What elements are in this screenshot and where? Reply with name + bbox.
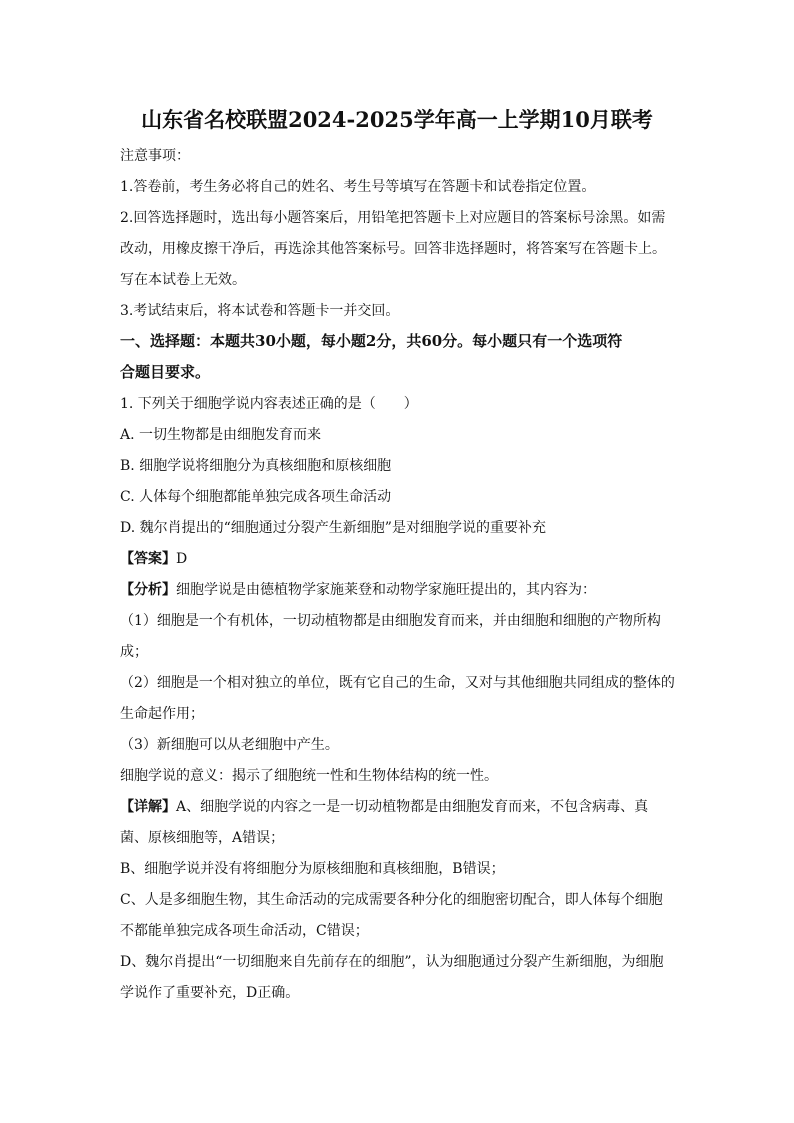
section-heading-line-2: 合题目要求。 [120, 363, 211, 381]
analysis-significance: 细胞学说的意义：揭示了细胞统一性和生物体结构的统一性。 [120, 768, 498, 784]
notice-heading: 注意事项： [120, 148, 190, 164]
detail-d-line-2: 学说作了重要补充，D正确。 [120, 985, 300, 1001]
analysis-point-2-line-2: 生命起作用； [120, 706, 204, 722]
detail-c-line-2: 不都能单独完成各项生命活动，C错误； [120, 923, 369, 939]
option-c: C. 人体每个细胞都能单独完成各项生命活动 [120, 489, 392, 505]
answer-label: 【答案】 [120, 551, 176, 567]
analysis-point-2-line-1: （2）细胞是一个相对独立的单位，既有它自己的生命，又对与其他细胞共同组成的整体的 [120, 675, 675, 691]
detail-label: 【详解】 [120, 799, 176, 815]
analysis-point-1-line-1: （1）细胞是一个有机体，一切动植物都是由细胞发育而来，并由细胞和细胞的产物所构 [120, 613, 661, 629]
notice-item-3: 3.考试结束后，将本试卷和答题卡一并交回。 [120, 303, 400, 319]
detail-a-line-2: 菌、原核细胞等，A错误； [120, 830, 285, 846]
notice-item-2-line-3: 写在本试卷上无效。 [120, 272, 246, 288]
detail-b: B、细胞学说并没有将细胞分为原核细胞和真核细胞，B错误； [120, 861, 505, 877]
analysis-intro: 细胞学说是由德植物学家施莱登和动物学家施旺提出的，其内容为： [176, 582, 596, 598]
detail-d-line-1: D、魏尔肖提出“一切细胞来自先前存在的细胞”，认为细胞通过分裂产生新细胞，为细胞 [120, 954, 664, 970]
section-heading-line-1: 一、选择题：本题共30小题，每小题2分，共60分。每小题只有一个选项符 [120, 332, 623, 350]
analysis-point-3: （3）新细胞可以从老细胞中产生。 [120, 737, 339, 753]
question-stem: 1. 下列关于细胞学说内容表述正确的是（ ） [120, 396, 418, 412]
detail-c-line-1: C、人是多细胞生物，其生命活动的完成需要各种分化的细胞密切配合，即人体每个细胞 [120, 892, 663, 908]
notice-item-1: 1.答卷前，考生务必将自己的姓名、考生号等填写在答题卡和试卷指定位置。 [120, 179, 596, 195]
answer-value: D [176, 551, 188, 567]
option-d: D. 魏尔肖提出的“细胞通过分裂产生新细胞”是对细胞学说的重要补充 [120, 520, 546, 536]
analysis-intro-line [120, 580, 596, 600]
answer-line [120, 549, 187, 569]
document-title: 山东省名校联盟2024-2025学年高一上学期10月联考 [141, 107, 653, 132]
detail-a-text: A、细胞学说的内容之一是一切动植物都是由细胞发育而来，不包含病毒、真 [176, 799, 649, 815]
detail-a-line-1 [120, 797, 648, 817]
notice-item-2-line-2: 改动，用橡皮擦干净后，再选涂其他答案标号。回答非选择题时，将答案写在答题卡上。 [120, 241, 666, 257]
option-b: B. 细胞学说将细胞分为真核细胞和原核细胞 [120, 458, 392, 474]
analysis-label: 【分析】 [120, 582, 176, 598]
option-a: A. 一切生物都是由细胞发育而来 [120, 427, 322, 443]
notice-item-2-line-1: 2.回答选择题时，选出每小题答案后，用铅笔把答题卡上对应题目的答案标号涂黑。如需 [120, 210, 666, 226]
analysis-point-1-line-2: 成； [120, 644, 148, 660]
